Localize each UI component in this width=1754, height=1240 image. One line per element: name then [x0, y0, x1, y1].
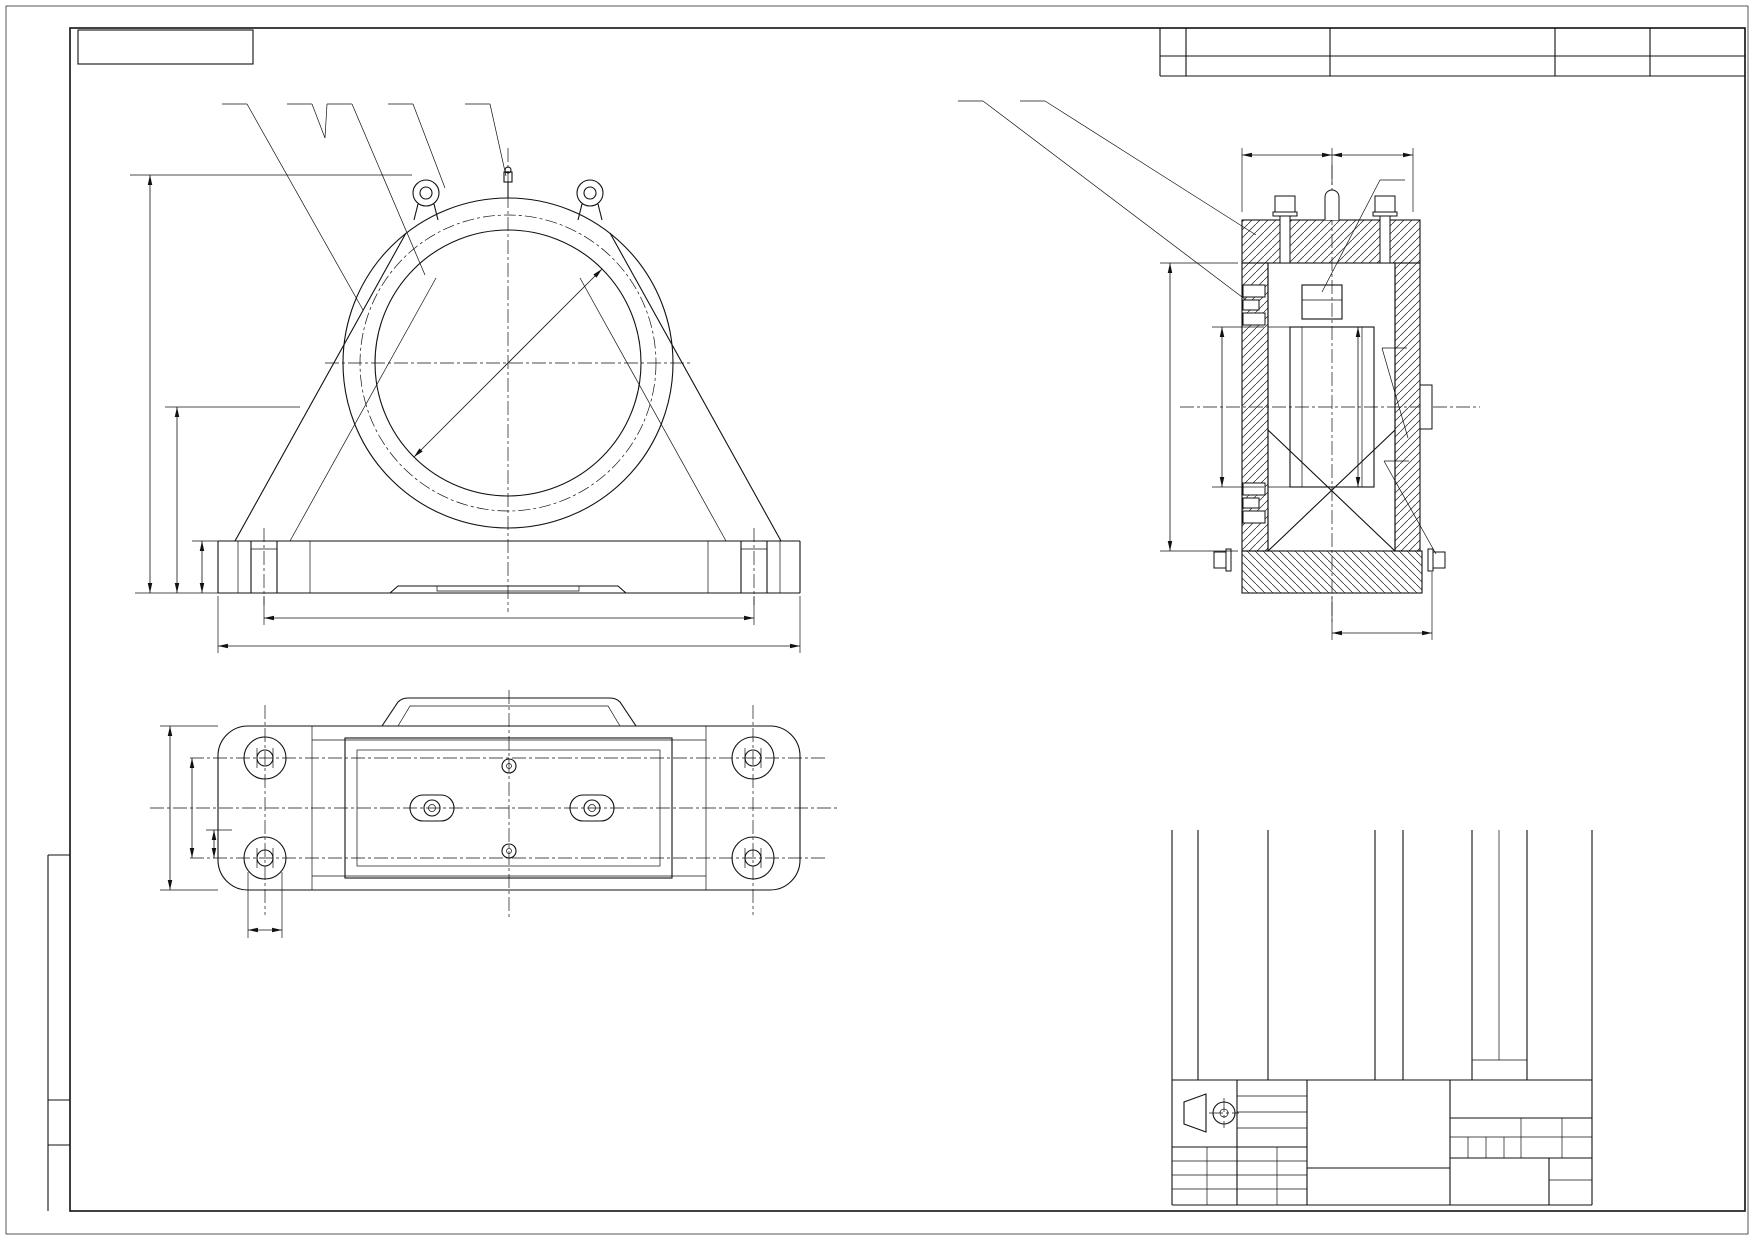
projection-symbol — [1184, 1094, 1239, 1132]
sheet-border — [6, 6, 1748, 1234]
side-section-view — [958, 101, 1480, 640]
mirrored-title-box — [78, 30, 253, 64]
eyebolt-right — [577, 180, 603, 220]
side-bolt-left — [1214, 549, 1231, 571]
revision-table — [1160, 28, 1745, 76]
locating-pin — [1325, 190, 1339, 220]
title-block — [1172, 1080, 1592, 1205]
side-bolt-right — [1428, 549, 1445, 571]
bom-grid — [1172, 830, 1592, 1205]
left-margin-strip — [48, 855, 70, 1211]
front-view — [130, 104, 800, 653]
front-dimensions — [130, 175, 800, 653]
front-callouts — [222, 104, 506, 310]
eyebolt-left — [413, 180, 439, 220]
bom-table — [1172, 830, 1592, 1205]
bottom-view — [150, 690, 840, 938]
base-block — [218, 528, 800, 605]
